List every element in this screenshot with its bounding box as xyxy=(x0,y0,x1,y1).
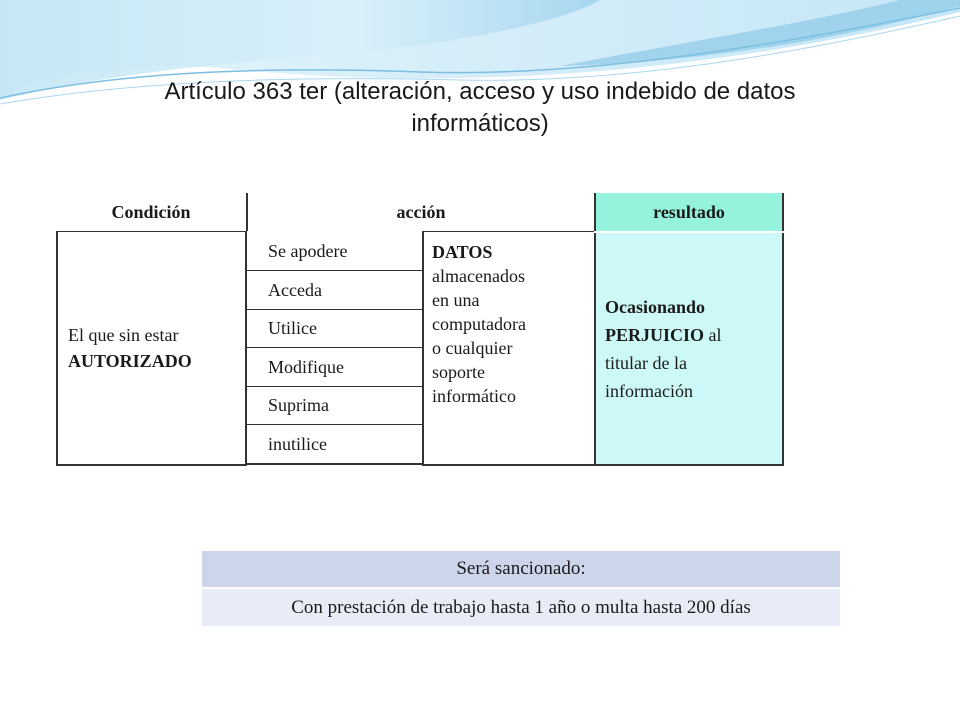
resultado-line-2: PERJUICIO al xyxy=(605,324,722,345)
cell-condicion xyxy=(56,231,247,466)
condicion-line-1: El que sin estar xyxy=(68,325,179,345)
resultado-line-4: información xyxy=(605,380,693,401)
condicion-line-2: AUTORIZADO xyxy=(68,351,192,371)
datos-line-3: computadora xyxy=(432,314,526,334)
sancion-header: Será sancionado: xyxy=(202,551,840,587)
datos-bold: DATOS xyxy=(432,242,493,262)
header-accion: acción xyxy=(246,193,594,231)
accion-row-6: inutilice xyxy=(246,425,422,465)
accion-row-4: Modifique xyxy=(246,348,422,387)
title-line-1: Artículo 363 ter (alteración, acceso y uso indebido de datos xyxy=(164,78,796,105)
resultado-line-3: titular de la xyxy=(605,352,687,373)
cell-datos xyxy=(422,231,594,466)
accion-row-3: Utilice xyxy=(246,310,422,348)
accion-row-2: Acceda xyxy=(246,271,422,310)
datos-line-2: en una xyxy=(432,290,480,310)
accion-row-1: Se apodere xyxy=(246,233,422,271)
datos-line-6: informático xyxy=(432,386,516,406)
header-condicion: Condición xyxy=(111,201,191,222)
resultado-line-1: Ocasionando xyxy=(605,296,706,317)
title-line-2: informáticos) xyxy=(411,110,549,137)
accion-row-5: Suprima xyxy=(246,387,422,425)
datos-line-4: o cualquier xyxy=(432,338,513,358)
datos-line-5: soporte xyxy=(432,362,485,382)
header-resultado: resultado xyxy=(594,193,784,231)
sancion-body: Con prestación de trabajo hasta 1 año o multa hasta 200 días xyxy=(202,589,840,626)
datos-line-1: almacenados xyxy=(432,266,525,286)
cell-resultado xyxy=(594,233,784,466)
